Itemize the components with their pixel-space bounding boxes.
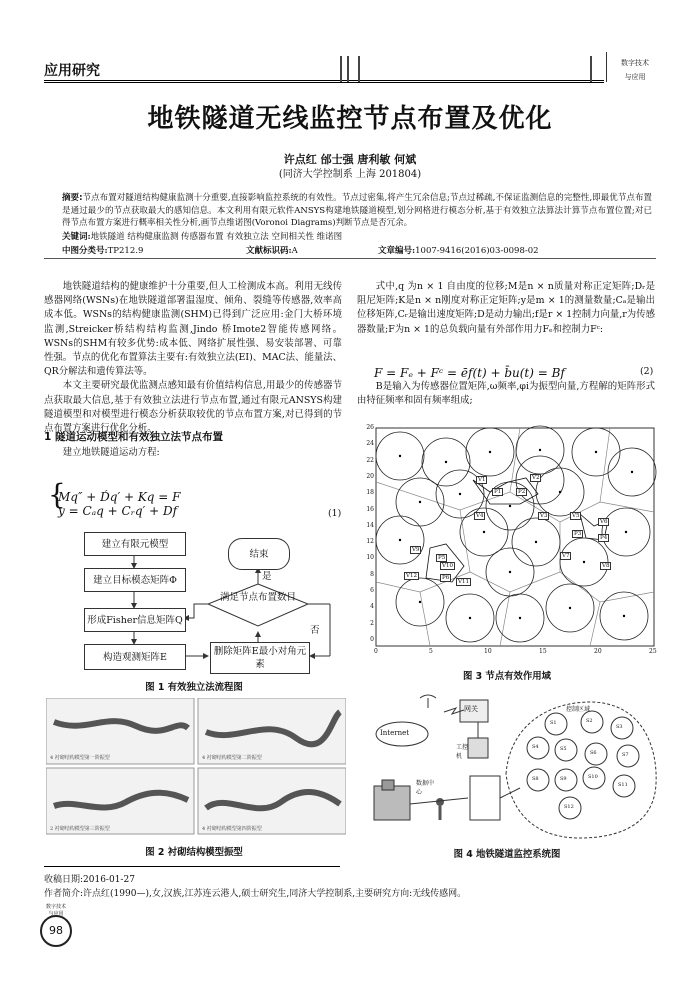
y-tick-label: 2 (370, 619, 374, 627)
doc-code-value: A (291, 246, 298, 256)
node-label: P1 (494, 489, 502, 495)
fig2-sub1: 4 衬砌结构模型第一阶振型 (50, 755, 110, 761)
abstract-separator (44, 258, 656, 259)
sensor-node-label: S7 (622, 752, 629, 758)
article-number-label: 文章编号: (378, 246, 416, 256)
node-label: V7 (562, 553, 570, 559)
paragraph-goal: 本文主要研究最优监测点感知最有价值结构信息,用最少的传感器节点获取最大信息,基于有效独立法进行节点布置,通过有限元ANSYS构建隧道模型和对模型进行模态分析获取较优的节点布置方案,对已得到的节点布置方案进行优化分析。 (44, 380, 342, 435)
fig2-sub3: 2 衬砌结构模型第三阶振型 (50, 826, 110, 832)
x-tick-label: 15 (539, 648, 547, 655)
y-tick-label: 4 (370, 603, 374, 611)
datacenter-label: 数据中心 (416, 780, 435, 796)
sensor-node-label: S5 (560, 746, 567, 752)
equation-brace: { (48, 478, 66, 511)
y-tick-label: 26 (366, 424, 374, 431)
flow-box-observe: 构造观测矩阵E (84, 644, 186, 670)
figure-2-caption: 图 2 衬砌结构模型振型 (145, 847, 243, 858)
fig2-sub2: 4 衬砌结构模型第二阶振型 (202, 755, 262, 761)
node-label: V9 (412, 547, 420, 553)
flow-end: 结束 (228, 538, 290, 570)
y-tick-label: 20 (366, 472, 374, 480)
figure-3 (360, 422, 660, 662)
abstract (62, 192, 652, 230)
paper-title: 地铁隧道无线监控节点布置及优化 (147, 104, 553, 134)
node-label: V10 (442, 563, 453, 569)
journal-logo (606, 52, 663, 82)
flow-box-modal: 建立目标模态矩阵Φ (84, 568, 186, 592)
node-label: V8 (602, 563, 610, 569)
article-number (378, 244, 539, 256)
logo-line2: 与应用 (624, 73, 646, 81)
equation-2-number: (2) (640, 366, 654, 377)
authors: 许点红 邰士强 唐利敏 何斌 (283, 153, 417, 166)
fig2-sub4: 4 衬砌结构模型第四阶振型 (202, 826, 262, 832)
y-tick-label: 22 (366, 456, 374, 464)
x-tick-label: 25 (649, 648, 657, 655)
node-label: V5 (572, 513, 580, 519)
flow-box-fisher: 形成Fisher信息矩阵Q (84, 608, 186, 632)
affiliation: (同济大学控制系 上海 201804) (278, 169, 422, 180)
y-tick-label: 0 (370, 635, 374, 643)
x-tick-label: 10 (484, 648, 492, 655)
keywords-label: 关键词: (62, 232, 91, 242)
y-tick-label: 6 (370, 587, 374, 594)
author-bio: 作者简介:许点红(1990—),女,汉族,江苏连云港人,硕士研究生,同济大学控制系,主要研究方向:无线传感网。 (44, 889, 467, 899)
paragraph-intro: 地铁隧道结构的健康维护十分重要,但人工检测成本高。利用无线传感器网络(WSNs)在地铁隧道部署温湿度、倾角、裂缝等传感器,效率高成本低。WSNs的结构健康监测(SHM)已得到广泛应用:金门大桥环境监测,Streicker桥结构结构监测,Jindo 桥Imote2智能传感网络。WSNs的SHM有较多优势:成本低、网络扩展性强、易安装部署、可靠性强。节点的优化布置算法主要有:有效独立法(EI)、MAC法、能量法、QR分解法和遗传算法等。 (44, 281, 342, 378)
clc-value: TP212.9 (107, 246, 144, 256)
node-label: P3 (574, 531, 582, 537)
node-label: P2 (518, 489, 526, 495)
equation-1a: Mq″ + D́q′ + Kq = F (58, 490, 181, 504)
section-header: 应用研究 (44, 63, 100, 79)
system-diagram (360, 694, 660, 840)
y-tick-label: 18 (366, 489, 374, 497)
figure-1-flowchart (44, 528, 344, 676)
y-tick-label: 8 (370, 570, 374, 578)
paragraph-symbols: 式中,q 为n × 1 自由度的位移;M是n × n质量对称正定矩阵;Dᵣ是阻尼矩阵;K是n × n刚度对称正定矩阵;y是m × 1的测量数量;Cₐ是输出位移矩阵,Cᵣ是输出速度矩阵;D是动力输出;f是r × 1控制力向量,r为传感器数量;F为n × 1的总负载向量有外部作用力Fₑ和控制力Fᶜ: (357, 281, 655, 335)
sensor-node-label: S3 (616, 724, 623, 730)
equation-2: F = Fₑ + Fᶜ = ēf(t) + b̄u(t) = Bf (374, 366, 565, 380)
node-label: V6 (600, 519, 608, 525)
node-label: P4 (600, 535, 608, 541)
figure-2 (46, 698, 346, 838)
doc-code (246, 244, 298, 256)
control-area-label: 控制区域 (566, 706, 591, 713)
x-tick-label: 5 (429, 648, 433, 655)
flow-decision: 满足节点布置数目 (220, 592, 297, 603)
figure-1-caption: 图 1 有效独立法流程图 (145, 682, 243, 693)
sensor-node-label: S1 (550, 720, 557, 726)
paragraph-matrix: B是输入为传感器位置矩阵,ω频率,φi为振型向量,方程解的矩阵形式由特征频率和固有频率组成; (357, 381, 655, 407)
footnote-rule (44, 866, 340, 867)
node-label: P5 (438, 555, 446, 561)
figure-2-plots (46, 698, 346, 838)
sensor-node-label: S11 (618, 782, 628, 788)
left-column (44, 280, 342, 436)
y-tick-label: 12 (366, 538, 374, 546)
node-label: V12 (406, 573, 417, 579)
ind-label: 工控机 (456, 744, 469, 760)
figure-4-caption: 图 4 地铁隧道监控系统图 (453, 849, 561, 860)
x-tick-label: 0 (374, 648, 378, 655)
y-tick-label: 14 (366, 521, 374, 529)
clc-number (62, 244, 143, 256)
clc-label: 中图分类号: (62, 246, 108, 256)
y-tick-label: 24 (366, 440, 374, 448)
x-tick-label: 20 (594, 648, 602, 655)
equation-intro (44, 446, 342, 460)
equation-1-number: (1) (328, 508, 342, 519)
sensor-node-label: S2 (586, 718, 593, 724)
gateway-label: 网关 (464, 705, 478, 713)
flow-box-delete: 删除矩阵E最小对角元素 (210, 642, 310, 674)
sensor-node-label: S12 (564, 804, 574, 810)
sensor-node-label: S8 (532, 776, 539, 782)
node-label: V2 (532, 475, 540, 481)
page-badge: 数字技术与应用 (45, 904, 66, 917)
internet-label: Internet (380, 729, 410, 737)
section-heading-1: 1 隧道运动模型和有效独立法节点布置 (44, 431, 223, 443)
keywords-text: 地铁隧道 结构健康监测 传感器布置 有效独立法 空间相关性 维诺图 (90, 232, 343, 242)
sensor-node-label: S10 (588, 774, 598, 780)
page-number: 98 (40, 915, 72, 947)
flow-box-fem: 建立有限元模型 (84, 532, 186, 556)
header-rule (44, 80, 604, 81)
abstract-label: 摘要: (62, 193, 83, 203)
equation-intro-text: 建立地铁隧道运动方程: (62, 447, 160, 458)
sensor-node-label: S9 (560, 776, 567, 782)
y-tick-label: 10 (366, 554, 374, 562)
sensor-node-label: S6 (590, 750, 597, 756)
node-label: V11 (458, 579, 469, 585)
equation-1 (48, 478, 181, 518)
node-label: V3 (540, 513, 548, 519)
received-date: 收稿日期:2016-01-27 (44, 875, 135, 885)
flow-no: 否 (310, 625, 320, 636)
keywords (62, 230, 342, 242)
right-column (357, 280, 655, 337)
logo-line1: 数字技术 (621, 59, 649, 67)
voronoi-plot (360, 422, 660, 662)
article-number-value: 1007-9416(2016)03-0098-02 (415, 246, 539, 256)
y-tick-label: 16 (366, 505, 374, 513)
flow-yes: 是 (262, 571, 272, 582)
abstract-text: 节点布置对隧道结构健康监测十分重要,直接影响监控系统的有效性。节点过密集,将产生冗余信息;节点过稀疏,不保证监测信息的完整性,即最优节点布置是通过最少的节点获取最大的感知信息。本文利用有限元软件ANSYS构建地铁隧道模型,划分网格进行模态分析,基于有效独立法算法计算节点布置位置;对已得节点布置方案进行概率相关性分析,画节点维诺图(Voronoi Diagrams)判断节点是否冗余。 (62, 193, 652, 228)
node-label: V4 (476, 513, 484, 519)
right-column-2 (357, 380, 655, 408)
header-rule-2 (44, 82, 604, 83)
node-label: P6 (442, 575, 450, 581)
figure-3-caption: 图 3 节点有效作用域 (462, 671, 552, 682)
equation-1b: y = Cₐq + Cᵣq′ + Df (58, 504, 178, 518)
sensor-node-label: S4 (532, 744, 539, 750)
doc-code-label: 文献标识码: (246, 246, 292, 256)
node-label: V1 (478, 477, 486, 483)
figure-4 (360, 694, 660, 840)
